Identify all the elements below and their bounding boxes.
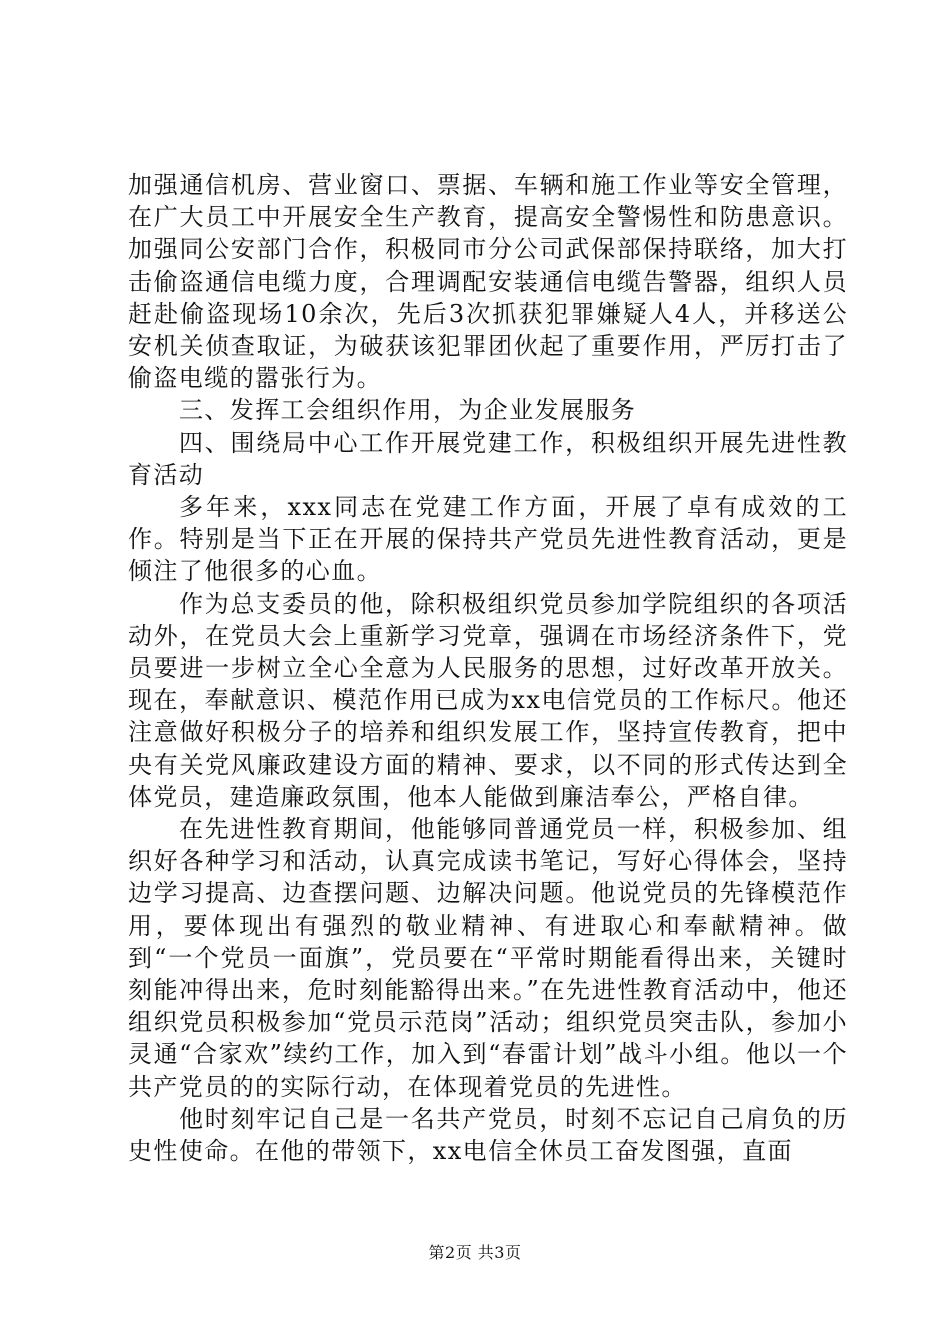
paragraph-historic-mission: 他时刻牢记自己是一名共产党员，时刻不忘记自己肩负的历史性使命。在他的带领下，xx电信全休员工奋发图强，直面 bbox=[128, 1104, 848, 1166]
paragraph-committee-member: 作为总支委员的他，除积极组织党员参加学院组织的各项活动外，在党员大会上重新学习党章，强调在市场经济条件下，党员要进一步树立全心全意为人民服务的思想，过好改革开放关。现在，奉献意识、模范作用已成为xx电信党员的工作标尺。他还注意做好积极分子的培养和组织发展工作，坚持宣传教育，把中央有关党风廉政建设方面的精神、要求，以不同的形式传达到全体党员，建造廉政氛围，他本人能做到廉洁奉公，严格自律。 bbox=[128, 589, 848, 811]
paragraph-security-management: 加强通信机房、营业窗口、票据、车辆和施工作业等安全管理，在广大员工中开展安全生产教育，提高安全警惕性和防患意识。加强同公安部门合作，积极同市分公司武保部保持联络，加大打击偷盗通信电缆力度，合理调配安装通信电缆告警器，组织人员赶赴偷盗现场10余次，先后3次抓获犯罪嫌疑人4人，并移送公安机关侦查取证，为破获该犯罪团伙起了重要作用，严厉打击了偷盗电缆的嚣张行为。 bbox=[128, 171, 848, 393]
paragraph-advanced-education: 在先进性教育期间，他能够同普通党员一样，积极参加、组织好各种学习和活动，认真完成读书笔记，写好心得体会，坚持边学习提高、边查摆问题、边解决问题。他说党员的先锋模范作用，要体现出有强烈的敬业精神、有进取心和奉献精神。做到“一个党员一面旗”，党员要在“平常时期能看得出来，关键时刻能冲得出来，危时刻能豁得出来。”在先进性教育活动中，他还组织党员积极参加“党员示范岗”活动；组织党员突击队，参加小灵通“合家欢”续约工作，加入到“春雷计划”战斗小组。他以一个共产党员的的实际行动，在体现着党员的先进性。 bbox=[128, 815, 848, 1101]
heading-section-four: 四、围绕局中心工作开展党建工作，积极组织开展先进性教育活动 bbox=[128, 428, 848, 489]
heading-section-three: 三、发挥工会组织作用，为企业发展服务 bbox=[179, 396, 637, 425]
document-body bbox=[128, 169, 848, 1167]
page-footer bbox=[0, 1243, 950, 1263]
paragraph-party-building: 多年来，xxx同志在党建工作方面，开展了卓有成效的工作。特别是当下正在开展的保持共产党员先进性教育活动，更是倾注了他很多的心血。 bbox=[128, 493, 848, 586]
page-number-label: 第2页 共3页 bbox=[428, 1243, 522, 1262]
